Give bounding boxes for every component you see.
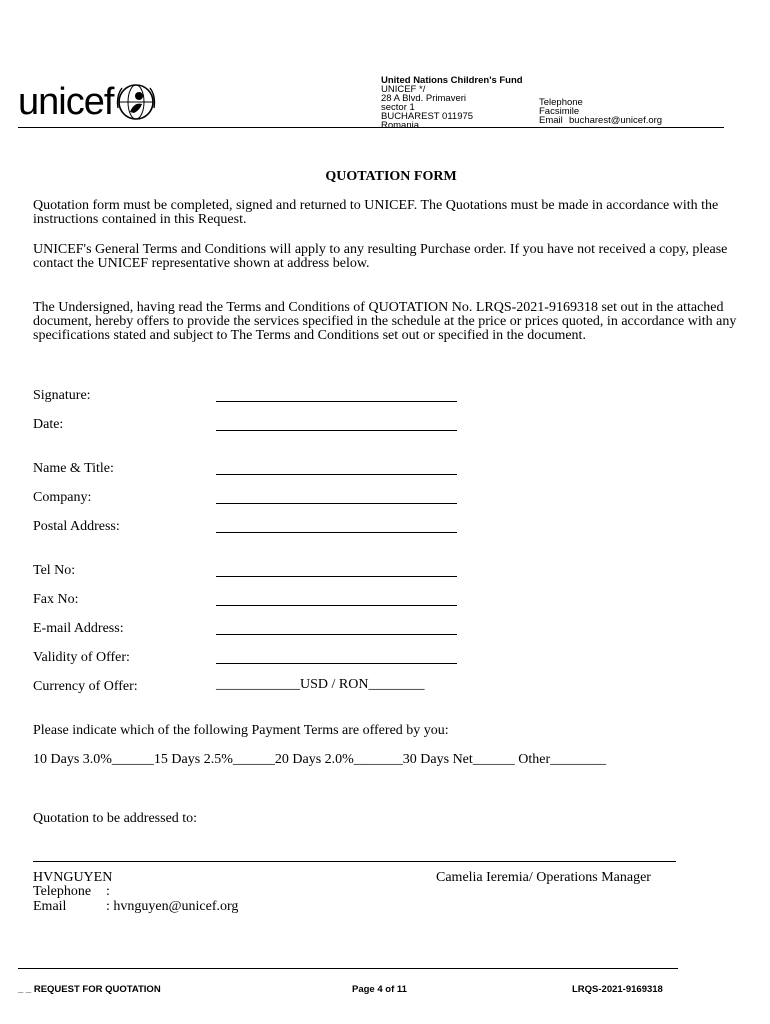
currency-label: Currency of Offer: — [33, 679, 138, 694]
fax-no-label: Fax No: — [33, 592, 79, 607]
date-field[interactable] — [216, 430, 457, 431]
operations-manager: Camelia Ieremia/ Operations Manager — [436, 870, 651, 885]
signature-field[interactable] — [216, 401, 457, 402]
email-address-field[interactable] — [216, 634, 457, 635]
email-address-label: E-mail Address: — [33, 621, 124, 636]
validity-label: Validity of Offer: — [33, 650, 130, 665]
page-title: QUOTATION FORM — [325, 169, 457, 184]
telephone-value: : — [106, 884, 110, 899]
postal-address-label: Postal Address: — [33, 519, 120, 534]
page-number: Page 4 of 11 — [352, 984, 407, 995]
tel-no-label: Tel No: — [33, 563, 76, 578]
instructions-paragraph: Quotation form must be completed, signed and returned to UNICEF. The Quotations must be made in accordance with the instructions contained in this Request. — [33, 198, 719, 227]
footer-divider — [18, 968, 678, 969]
currency-options-field[interactable]: ____________USD / RON________ — [216, 677, 425, 692]
address-divider — [33, 861, 676, 862]
validity-field[interactable] — [216, 663, 457, 664]
undersigned-paragraph: The Undersigned, having read the Terms and Conditions of QUOTATION No. LRQS-2021-9169318 set out in the attached document, hereby offers to provide the services specified in the schedule at the price or prices quoted, in accordance with any specifications stated and subject to The Terms and Conditions set out or specified in the document. — [33, 300, 737, 343]
postal-address-field[interactable] — [216, 532, 457, 533]
contact-label: Facsimile — [539, 106, 580, 117]
address-block — [381, 76, 523, 130]
unicef-emblem-icon — [116, 82, 156, 122]
address-line: BUCHAREST 011975 — [381, 111, 474, 122]
footer-reference: LRQS-2021-9169318 — [572, 984, 663, 995]
name-title-field[interactable] — [216, 474, 457, 475]
contact-email: bucharest@unicef.org — [569, 115, 663, 126]
signature-label: Signature: — [33, 388, 91, 403]
org-name: United Nations Children's Fund — [381, 75, 523, 86]
contact-row-email — [539, 116, 662, 125]
name-title-label: Name & Title: — [33, 461, 114, 476]
payment-prompt: Please indicate which of the following Payment Terms are offered by you: — [33, 723, 449, 738]
contact-label: Telephone — [539, 97, 583, 108]
tel-no-field[interactable] — [216, 576, 457, 577]
unicef-logo — [18, 82, 156, 122]
telephone-label: Telephone — [33, 884, 92, 899]
email-label: Email — [33, 899, 67, 914]
contact-block — [539, 98, 662, 125]
contact-label: Email — [539, 115, 563, 126]
logo-wordmark: unicef — [18, 81, 114, 123]
fax-no-field[interactable] — [216, 605, 457, 606]
company-field[interactable] — [216, 503, 457, 504]
date-label: Date: — [33, 417, 64, 432]
header-divider — [18, 127, 724, 128]
email-value: : hvnguyen@unicef.org — [106, 899, 239, 914]
address-line: 28 A Blvd. Primaveri — [381, 93, 467, 104]
addressed-to-label: Quotation to be addressed to: — [33, 811, 198, 826]
footer-left: _ _ REQUEST FOR QUOTATION — [18, 984, 161, 995]
contact-name: HVNGUYEN — [33, 870, 113, 885]
address-line: Romania — [381, 120, 420, 131]
terms-paragraph: UNICEF's General Terms and Conditions will apply to any resulting Purchase order. If you have not received a copy, please contact the UNICEF representative shown at address below. — [33, 242, 728, 271]
payment-terms-field[interactable]: 10 Days 3.0%______15 Days 2.5%______20 Days 2.0%_______30 Days Net______ Other________ — [33, 752, 607, 767]
address-line: sector 1 — [381, 102, 415, 113]
company-label: Company: — [33, 490, 92, 505]
address-line: UNICEF */ — [381, 84, 426, 95]
